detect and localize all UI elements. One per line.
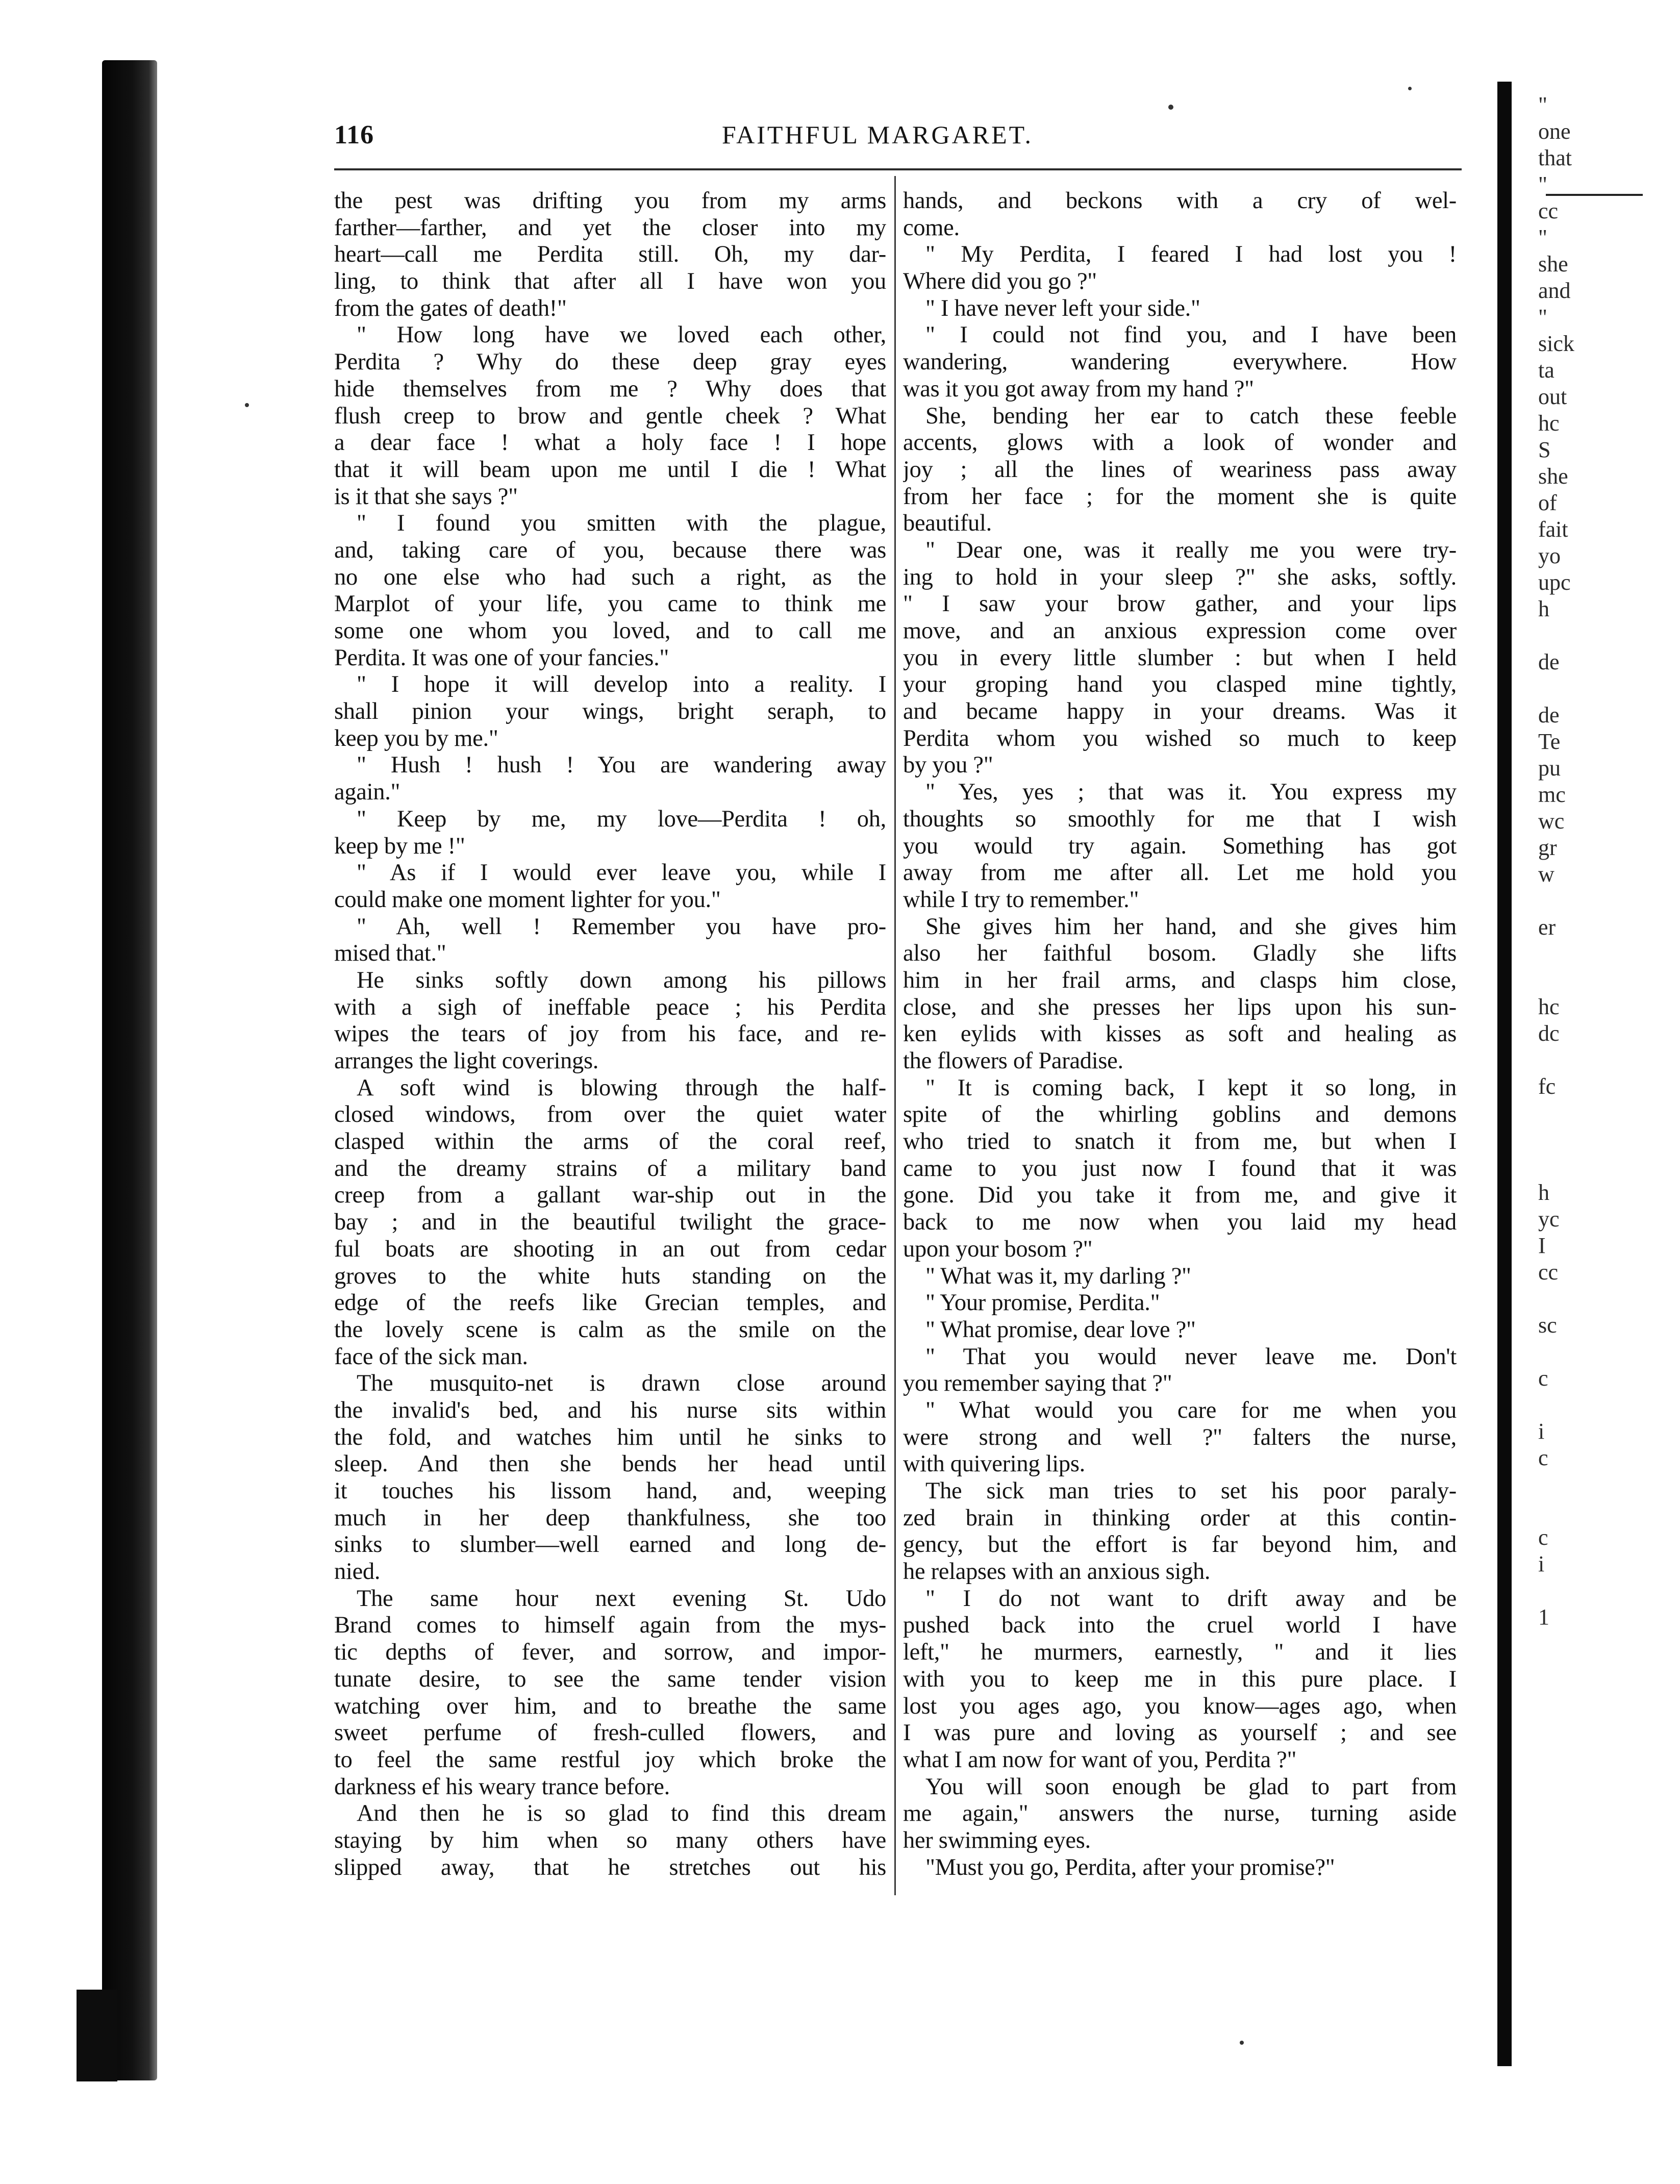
adjacent-page-fragment: cc bbox=[1538, 1260, 1559, 1285]
left-column-line: Brand comes to himself again from the mys- bbox=[334, 1612, 886, 1639]
left-column-line: the pest was drifting you from my arms bbox=[334, 188, 886, 214]
right-column-line: what I am now for want of you, Perdita ?" bbox=[903, 1746, 1297, 1773]
left-column-line: some one whom you loved, and to call me bbox=[334, 618, 886, 644]
right-column-line: joy ; all the lines of weariness pass away bbox=[903, 456, 1457, 483]
adjacent-page-fragment: er bbox=[1538, 915, 1556, 940]
adjacent-page-fragment: wc bbox=[1538, 809, 1565, 834]
adjacent-page-fragment: c bbox=[1538, 1525, 1548, 1550]
left-column-line: heart—call me Perdita still. Oh, my dar- bbox=[334, 241, 886, 268]
right-column-line: zed brain in thinking order at this contin- bbox=[903, 1504, 1457, 1531]
left-column bbox=[334, 188, 886, 1881]
running-title: FAITHFUL MARGARET. bbox=[722, 120, 1033, 149]
adjacent-page-fragment: c bbox=[1538, 1445, 1548, 1470]
right-column-line: " What was it, my darling ?" bbox=[925, 1263, 1191, 1289]
adjacent-page-fragment: de bbox=[1538, 702, 1560, 727]
adjacent-page-fragment: and bbox=[1538, 278, 1571, 303]
right-column-line: pushed back into the cruel world I have bbox=[903, 1612, 1457, 1639]
adjacent-page-fragment: gr bbox=[1538, 835, 1557, 860]
left-column-line: much in her deep thankfulness, she too bbox=[334, 1504, 886, 1531]
left-column-line: the invalid's bed, and his nurse sits within bbox=[334, 1397, 886, 1423]
right-column-line: her swimming eyes. bbox=[903, 1827, 1091, 1853]
left-column-line: The same hour next evening St. Udo bbox=[357, 1585, 886, 1612]
adjacent-page-fragment bbox=[1538, 1286, 1671, 1312]
left-column-line: from the gates of death!" bbox=[334, 295, 567, 321]
adjacent-page-fragment bbox=[1538, 622, 1671, 649]
right-column-line: he relapses with an anxious sigh. bbox=[903, 1559, 1211, 1585]
left-column-line: " I hope it will develop into a reality. I bbox=[357, 671, 886, 698]
adjacent-page-fragment bbox=[1538, 1471, 1671, 1498]
adjacent-page-fragment bbox=[1538, 1100, 1671, 1126]
right-column-line: were strong and well ?" falters the nurse, bbox=[903, 1424, 1457, 1450]
adjacent-page-fragment bbox=[1538, 1126, 1671, 1153]
adjacent-page-fragment bbox=[1538, 1577, 1671, 1604]
adjacent-page-fragment: ta bbox=[1538, 358, 1554, 383]
left-column-line: closed windows, from over the quiet water bbox=[334, 1101, 886, 1128]
left-column-line: tic depths of fever, and sorrow, and impor- bbox=[334, 1639, 886, 1666]
left-column-line: slipped away, that he stretches out his bbox=[334, 1854, 886, 1880]
left-column-line: " As if I would ever leave you, while I bbox=[357, 860, 886, 886]
left-column-line: Marplot of your life, you came to think me bbox=[334, 591, 886, 617]
adjacent-page-fragment: cc bbox=[1538, 198, 1559, 223]
page-number: 116 bbox=[334, 120, 374, 149]
scan-speck bbox=[1168, 105, 1173, 110]
left-column-line: " Keep by me, my love—Perdita ! oh, bbox=[357, 806, 886, 832]
adjacent-page-fragment: hc bbox=[1538, 411, 1560, 436]
adjacent-page-fragment: dc bbox=[1538, 1021, 1560, 1046]
right-column-line: " Dear one, was it really me you were try- bbox=[925, 537, 1457, 563]
left-column-line: sinks to slumber—well earned and long de- bbox=[334, 1532, 886, 1558]
left-column-line: mised that." bbox=[334, 940, 446, 967]
adjacent-page-fragment: she bbox=[1538, 464, 1568, 489]
adjacent-page-fragment: that bbox=[1538, 145, 1572, 170]
left-column-line: face of the sick man. bbox=[334, 1343, 528, 1370]
adjacent-page-fragment bbox=[1538, 1498, 1671, 1524]
adjacent-page-fragment: de bbox=[1538, 649, 1560, 674]
left-column-line: to feel the same restful joy which broke the bbox=[334, 1746, 886, 1773]
right-column-line: ken eylids with kisses as soft and healing as bbox=[903, 1021, 1457, 1047]
header-rule bbox=[334, 168, 1462, 170]
adjacent-page-fragment: out bbox=[1538, 384, 1567, 409]
adjacent-page-fragment: yc bbox=[1538, 1207, 1560, 1232]
right-column-line: accents, glows with a look of wonder and bbox=[903, 430, 1457, 456]
left-column-line: clasped within the arms of the coral reef, bbox=[334, 1128, 886, 1155]
left-column-line: darkness ef his weary trance before. bbox=[334, 1773, 670, 1800]
left-column-line: nied. bbox=[334, 1559, 381, 1585]
left-column-line: the fold, and watches him until he sinks to bbox=[334, 1424, 886, 1450]
right-column-line: " I saw your brow gather, and your lips bbox=[903, 591, 1457, 617]
left-column-line: arranges the light coverings. bbox=[334, 1048, 599, 1074]
right-column-line: You will soon enough be glad to part from bbox=[925, 1773, 1457, 1800]
adjacent-page-fragment: w bbox=[1538, 862, 1554, 887]
adjacent-page-fragment: fc bbox=[1538, 1074, 1556, 1099]
right-column-line: Perdita whom you wished so much to keep bbox=[903, 725, 1457, 751]
left-column-line: bay ; and in the beautiful twilight the grace- bbox=[334, 1209, 886, 1236]
adjacent-page-fragment: " bbox=[1538, 172, 1547, 197]
left-column-line: ful boats are shooting in an out from cedar bbox=[334, 1236, 886, 1262]
left-column-line: staying by him when so many others have bbox=[334, 1827, 886, 1853]
adjacent-page-fragment: sc bbox=[1538, 1313, 1557, 1338]
right-column bbox=[903, 188, 1457, 1881]
adjacent-page-fragment: i bbox=[1538, 1551, 1545, 1576]
left-column-line: tunate desire, to see the same tender vision bbox=[334, 1666, 886, 1692]
adjacent-page-fragments bbox=[1538, 92, 1671, 1979]
adjacent-page-fragment: h bbox=[1538, 596, 1549, 621]
binding-shadow bbox=[102, 60, 157, 2080]
adjacent-page-fragment: fait bbox=[1538, 517, 1568, 542]
right-column-line: with you to keep me in this pure place. I bbox=[903, 1666, 1457, 1692]
adjacent-page-fragment: 1 bbox=[1538, 1604, 1549, 1629]
binding-shadow-notch bbox=[77, 1990, 117, 2081]
adjacent-page-fragment: i bbox=[1538, 1419, 1545, 1444]
right-column-line: and became happy in your dreams. Was it bbox=[903, 698, 1457, 725]
right-column-line: " I do not want to drift away and be bbox=[925, 1585, 1457, 1612]
left-column-line: it touches his lissom hand, and, weeping bbox=[334, 1478, 886, 1504]
adjacent-page-fragment: S bbox=[1538, 437, 1551, 462]
adjacent-page-fragment: h bbox=[1538, 1180, 1549, 1205]
right-column-line: left," he murmers, earnestly, " and it lies bbox=[903, 1639, 1457, 1666]
right-column-line: move, and an anxious expression come over bbox=[903, 618, 1457, 644]
left-column-line: no one else who had such a right, as the bbox=[334, 564, 886, 590]
left-column-line: " Hush ! hush ! You are wandering away bbox=[357, 752, 886, 779]
left-column-line: farther—farther, and yet the closer into my bbox=[334, 214, 886, 241]
right-column-line: from her face ; for the moment she is quite bbox=[903, 483, 1457, 510]
right-column-line: " Your promise, Perdita." bbox=[925, 1290, 1160, 1316]
right-column-line: The sick man tries to set his poor paraly- bbox=[925, 1478, 1457, 1504]
adjacent-page-fragment bbox=[1538, 1153, 1671, 1179]
left-column-line: a dear face ! what a holy face ! I hope bbox=[334, 430, 886, 456]
adjacent-page-fragment: " bbox=[1538, 92, 1547, 117]
left-column-line: the lovely scene is calm as the smile on the bbox=[334, 1316, 886, 1343]
adjacent-page-fragment: upc bbox=[1538, 570, 1571, 595]
adjacent-page-fragment: c bbox=[1538, 1366, 1548, 1391]
right-column-line: was it you got away from my hand ?" bbox=[903, 375, 1254, 402]
right-column-line: " What would you care for me when you bbox=[925, 1397, 1457, 1423]
right-column-line: " I have never left your side." bbox=[925, 295, 1200, 321]
right-column-line: you remember saying that ?" bbox=[903, 1370, 1172, 1397]
adjacent-page-fragment bbox=[1538, 888, 1671, 914]
right-column-line: beautiful. bbox=[903, 510, 992, 537]
running-head bbox=[334, 120, 1462, 161]
right-column-line: by you ?" bbox=[903, 752, 993, 779]
right-column-line: " My Perdita, I feared I had lost you ! bbox=[925, 241, 1457, 268]
left-column-line: Perdita ? Why do these deep gray eyes bbox=[334, 349, 886, 375]
right-column-line: also her faithful bosom. Gladly she lifts bbox=[903, 940, 1457, 967]
right-column-line: you would try again. Something has got bbox=[903, 833, 1457, 859]
left-column-line: sleep. And then she bends her head until bbox=[334, 1451, 886, 1477]
adjacent-page-fragment bbox=[1538, 941, 1671, 967]
left-column-line: ling, to think that after all I have won you bbox=[334, 268, 886, 295]
left-column-line: Perdita. It was one of your fancies." bbox=[334, 644, 669, 671]
left-column-line: and the dreamy strains of a military band bbox=[334, 1155, 886, 1182]
right-column-line: him in her frail arms, and clasps him close, bbox=[903, 967, 1457, 993]
adjacent-page-fragment: pu bbox=[1538, 756, 1561, 781]
left-column-line: flush creep to brow and gentle cheek ? What bbox=[334, 403, 886, 429]
right-column-line: "Must you go, Perdita, after your promise?" bbox=[925, 1854, 1335, 1880]
adjacent-page-fragment: of bbox=[1538, 490, 1557, 515]
left-column-line: The musquito-net is drawn close around bbox=[357, 1370, 886, 1397]
adjacent-page-fragment: one bbox=[1538, 119, 1571, 144]
right-column-line: come. bbox=[903, 214, 960, 241]
right-column-line: Where did you go ?" bbox=[903, 268, 1097, 295]
adjacent-page-fragment: I bbox=[1538, 1233, 1546, 1258]
right-column-line: gone. Did you take it from me, and give it bbox=[903, 1182, 1457, 1209]
right-column-line: ing to hold in your sleep ?" she asks, softly. bbox=[903, 564, 1457, 590]
adjacent-page-fragment bbox=[1538, 1392, 1671, 1418]
adjacent-page-fragment bbox=[1538, 675, 1671, 702]
adjacent-page-fragment: hc bbox=[1538, 994, 1560, 1019]
left-column-line: wipes the tears of joy from his face, and re- bbox=[334, 1021, 886, 1047]
right-column-line: " It is coming back, I kept it so long, in bbox=[925, 1074, 1457, 1101]
right-column-line: gency, but the effort is far beyond him, and bbox=[903, 1532, 1457, 1558]
left-column-line: is it that she says ?" bbox=[334, 483, 518, 510]
left-column-line: He sinks softly down among his pillows bbox=[357, 967, 886, 993]
right-column-line: I was pure and loving as yourself ; and see bbox=[903, 1720, 1457, 1746]
scan-speck bbox=[1240, 2041, 1244, 2045]
right-column-line: She gives him her hand, and she gives him bbox=[925, 913, 1457, 940]
right-column-line: the flowers of Paradise. bbox=[903, 1048, 1123, 1074]
right-column-line: came to you just now I found that it was bbox=[903, 1155, 1457, 1182]
left-column-line: keep you by me." bbox=[334, 725, 498, 751]
right-column-line: " What promise, dear love ?" bbox=[925, 1316, 1196, 1343]
adjacent-page-fragment: Te bbox=[1538, 729, 1561, 754]
right-column-line: thoughts so smoothly for me that I wish bbox=[903, 806, 1457, 832]
column-divider bbox=[894, 176, 896, 1895]
right-column-line: back to me now when you laid my head bbox=[903, 1209, 1457, 1236]
left-column-line: hide themselves from me ? Why does that bbox=[334, 375, 886, 402]
right-column-line: me again," answers the nurse, turning aside bbox=[903, 1800, 1457, 1827]
right-column-line: close, and she presses her lips upon his sun- bbox=[903, 994, 1457, 1020]
adjacent-page-fragment bbox=[1538, 1339, 1671, 1365]
scan-speck bbox=[1408, 87, 1412, 90]
left-column-line: sweet perfume of fresh-culled flowers, and bbox=[334, 1720, 886, 1746]
right-column-line: away from me after all. Let me hold you bbox=[903, 860, 1457, 886]
left-column-line: shall pinion your wings, bright seraph, to bbox=[334, 698, 886, 725]
left-column-line: and, taking care of you, because there was bbox=[334, 537, 886, 563]
adjacent-page-fragment: mc bbox=[1538, 782, 1566, 807]
adjacent-page-fragment: yo bbox=[1538, 543, 1561, 568]
left-column-line: groves to the white huts standing on the bbox=[334, 1263, 886, 1289]
left-column-line: A soft wind is blowing through the half- bbox=[357, 1074, 886, 1101]
right-column-line: upon your bosom ?" bbox=[903, 1236, 1093, 1262]
right-column-line: hands, and beckons with a cry of wel- bbox=[903, 188, 1457, 214]
left-column-line: creep from a gallant war-ship out in the bbox=[334, 1182, 886, 1209]
left-column-line: with a sigh of ineffable peace ; his Perdita bbox=[334, 994, 886, 1020]
right-column-line: your groping hand you clasped mine tightly, bbox=[903, 671, 1457, 698]
scan-speck bbox=[245, 403, 249, 407]
right-column-line: while I try to remember." bbox=[903, 886, 1139, 913]
left-column-line: " Ah, well ! Remember you have pro- bbox=[357, 913, 886, 940]
left-column-line: watching over him, and to breathe the same bbox=[334, 1693, 886, 1719]
adjacent-page-fragment: " bbox=[1538, 305, 1547, 330]
adjacent-page-fragment bbox=[1538, 967, 1671, 994]
left-column-line: again." bbox=[334, 779, 400, 806]
right-column-line: who tried to snatch it from me, but when I bbox=[903, 1128, 1457, 1155]
page-edge-shadow bbox=[1497, 82, 1512, 2066]
right-column-line: She, bending her ear to catch these feeble bbox=[925, 403, 1457, 429]
right-column-line: you in every little slumber : but when I held bbox=[903, 644, 1457, 671]
left-column-line: that it will beam upon me until I die ! What bbox=[334, 456, 886, 483]
left-column-line: " How long have we loved each other, bbox=[357, 322, 886, 348]
left-column-line: could make one moment lighter for you." bbox=[334, 886, 721, 913]
right-column-line: lost you ages ago, you know—ages ago, when bbox=[903, 1693, 1457, 1719]
adjacent-page-fragment bbox=[1538, 1047, 1671, 1073]
right-column-line: wandering, wandering everywhere. How bbox=[903, 349, 1457, 375]
left-column-line: keep by me !" bbox=[334, 833, 465, 859]
right-column-line: with quivering lips. bbox=[903, 1451, 1085, 1477]
right-column-line: " That you would never leave me. Don't bbox=[925, 1343, 1457, 1370]
adjacent-page-fragment: sick bbox=[1538, 331, 1574, 356]
right-column-line: spite of the whirling goblins and demons bbox=[903, 1101, 1457, 1128]
left-column-line: And then he is so glad to find this dream bbox=[357, 1800, 886, 1827]
left-column-line: " I found you smitten with the plague, bbox=[357, 510, 886, 537]
left-column-line: edge of the reefs like Grecian temples, and bbox=[334, 1290, 886, 1316]
adjacent-page-fragment: " bbox=[1538, 225, 1547, 250]
right-column-line: " Yes, yes ; that was it. You express my bbox=[925, 779, 1457, 806]
right-column-line: " I could not find you, and I have been bbox=[925, 322, 1457, 348]
adjacent-page-fragment: she bbox=[1538, 252, 1568, 277]
